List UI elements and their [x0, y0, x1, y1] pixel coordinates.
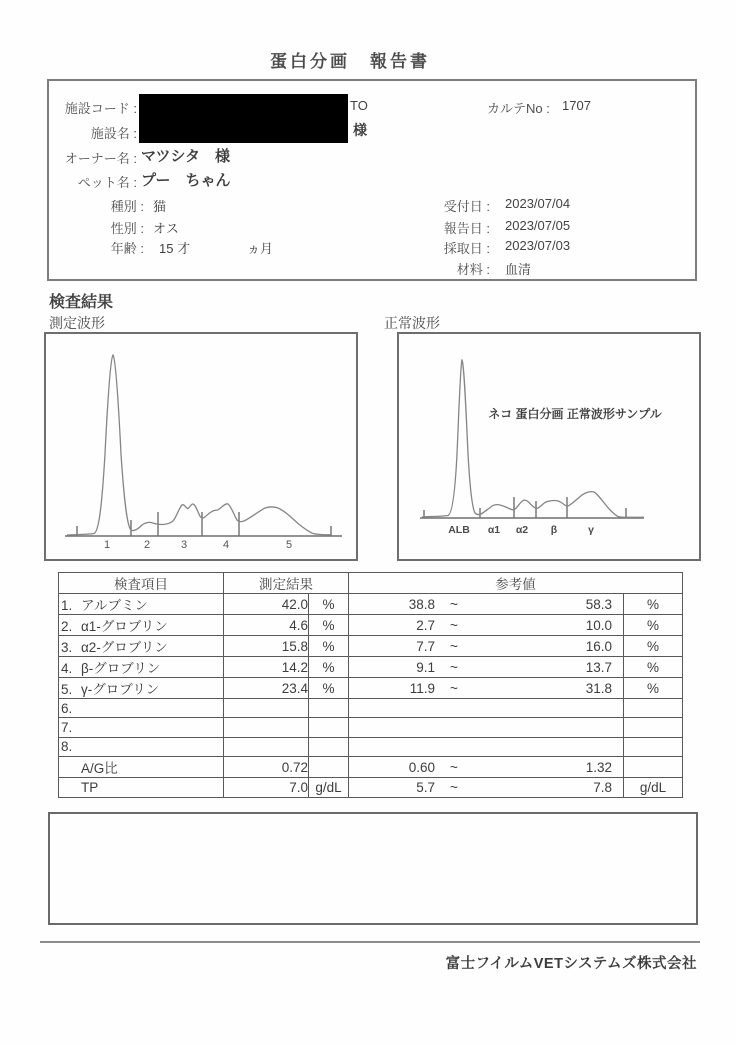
- reference-high: 58.3: [585, 596, 612, 612]
- result-value-cell: 15.8: [224, 636, 309, 657]
- item-name-cell: [59, 778, 224, 797]
- collection-date-value: 2023/07/03: [505, 238, 571, 253]
- reference-range-cell: [349, 594, 624, 615]
- reference-low: 7.7: [416, 638, 435, 654]
- table-row: [59, 678, 683, 699]
- normal-tick-a1: α1: [487, 524, 501, 536]
- item-name-cell: [59, 594, 224, 615]
- reference-tilde: ~: [450, 617, 458, 633]
- age-label: 年齢 :: [110, 241, 144, 256]
- age-value: 15 才: [159, 241, 191, 256]
- result-unit-cell: [309, 737, 349, 756]
- reference-high: 16.0: [585, 638, 612, 654]
- reference-tilde: ~: [450, 638, 458, 654]
- table-row: [59, 636, 683, 657]
- item-name: A/G比: [81, 761, 118, 777]
- results-table-body: [59, 594, 683, 798]
- report-date-label: 報告日 :: [443, 221, 490, 236]
- reference-unit-cell: [624, 757, 683, 778]
- item-name-cell: [59, 657, 224, 678]
- reference-tilde: ~: [450, 759, 458, 775]
- item-number: 6.: [61, 700, 73, 716]
- reference-unit-cell: %: [624, 636, 683, 657]
- reference-range-cell: [349, 657, 624, 678]
- reference-high: 13.7: [585, 659, 612, 675]
- comment-box: [48, 812, 698, 925]
- karte-no-value: 1707: [562, 98, 591, 113]
- reference-low: 0.60: [408, 759, 435, 775]
- reference-low: 2.7: [416, 617, 435, 633]
- normal-chart-title: 正常波形: [384, 315, 440, 331]
- measured-tick-4: 4: [222, 539, 230, 551]
- measured-tick-1: 1: [103, 539, 111, 551]
- reference-unit-cell: g/dL: [624, 778, 683, 797]
- sex-value: オス: [153, 221, 179, 236]
- reference-unit-cell: [624, 699, 683, 718]
- material-value: 血清: [505, 262, 532, 277]
- measured-waveform-curve: [46, 334, 356, 559]
- reference-low: 5.7: [416, 779, 435, 795]
- normal-tick-gamma: γ: [588, 524, 594, 536]
- item-name: アルブミン: [81, 598, 148, 613]
- header-result: 測定結果: [224, 573, 349, 594]
- normal-tick-a2: α2: [515, 524, 529, 536]
- item-name-cell: [59, 757, 224, 778]
- result-value-cell: 23.4: [224, 678, 309, 699]
- table-row: [59, 594, 683, 615]
- result-value-cell: 7.0: [224, 778, 309, 797]
- collection-date-label: 採取日 :: [443, 241, 490, 256]
- result-unit-cell: %: [309, 636, 349, 657]
- result-unit-cell: %: [309, 594, 349, 615]
- redaction-box: [139, 94, 348, 143]
- item-number: 5.: [61, 682, 73, 697]
- item-name-cell: [59, 699, 224, 718]
- item-number: 4.: [61, 661, 73, 676]
- measured-tick-3: 3: [180, 539, 188, 551]
- measured-tick-5: 5: [285, 539, 293, 551]
- karte-no-label: カルテNo :: [487, 101, 550, 116]
- item-name-cell: [59, 718, 224, 737]
- result-value-cell: 42.0: [224, 594, 309, 615]
- reference-high: 10.0: [585, 617, 612, 633]
- result-unit-cell: g/dL: [309, 778, 349, 797]
- reference-range-cell: [349, 737, 624, 756]
- measured-tick-2: 2: [143, 539, 151, 551]
- reference-high: 31.8: [585, 680, 612, 696]
- report-title: 蛋白分画 報告書: [270, 52, 430, 71]
- measured-waveform-chart: [44, 332, 358, 561]
- table-row: [59, 657, 683, 678]
- table-row: [59, 757, 683, 778]
- facility-code-suffix: TO: [350, 98, 368, 113]
- table-row: [59, 778, 683, 797]
- item-name-cell: [59, 615, 224, 636]
- reference-range-cell: [349, 699, 624, 718]
- reference-low: 9.1: [416, 659, 435, 675]
- reference-tilde: ~: [450, 659, 458, 675]
- item-number: 1.: [61, 598, 73, 613]
- table-row: [59, 615, 683, 636]
- item-name: γ-グロブリン: [81, 682, 160, 697]
- reference-unit-cell: [624, 718, 683, 737]
- reference-range-cell: [349, 757, 624, 778]
- species-value: 猫: [153, 199, 167, 214]
- item-name: α2-グロブリン: [81, 640, 168, 655]
- table-row: [59, 699, 683, 718]
- result-value-cell: 0.72: [224, 757, 309, 778]
- result-unit-cell: %: [309, 678, 349, 699]
- item-name: β-グロブリン: [81, 661, 161, 676]
- pet-value: プー ちゃん: [141, 172, 231, 189]
- received-date-value: 2023/07/04: [505, 196, 571, 211]
- sex-label: 性別 :: [110, 221, 144, 236]
- table-header-row: [59, 573, 683, 594]
- result-value-cell: 4.6: [224, 615, 309, 636]
- table-row: [59, 718, 683, 737]
- species-label: 種別 :: [110, 199, 144, 214]
- item-number: 7.: [61, 720, 73, 736]
- item-name-cell: [59, 678, 224, 699]
- result-unit-cell: [309, 757, 349, 778]
- reference-low: 38.8: [408, 596, 435, 612]
- item-name: TP: [81, 779, 99, 795]
- reference-unit-cell: %: [624, 615, 683, 636]
- table-row: [59, 737, 683, 756]
- header-item: 検査項目: [59, 573, 224, 594]
- item-number: 2.: [61, 619, 73, 634]
- results-table: [58, 572, 683, 798]
- result-value-cell: [224, 718, 309, 737]
- reference-unit-cell: %: [624, 657, 683, 678]
- normal-tick-beta: β: [550, 524, 558, 536]
- reference-high: 7.8: [593, 779, 612, 795]
- item-name-cell: [59, 737, 224, 756]
- result-value-cell: 14.2: [224, 657, 309, 678]
- result-unit-cell: [309, 718, 349, 737]
- report-date-value: 2023/07/05: [505, 218, 571, 233]
- measured-chart-title: 測定波形: [49, 315, 105, 331]
- reference-range-cell: [349, 615, 624, 636]
- facility-name-label: 施設名 :: [90, 126, 137, 141]
- received-date-label: 受付日 :: [443, 199, 490, 214]
- reference-high: 1.32: [585, 759, 612, 775]
- item-number: 3.: [61, 640, 73, 655]
- header-reference: 参考値: [349, 573, 683, 594]
- reference-range-cell: [349, 678, 624, 699]
- pet-label: ペット名 :: [77, 175, 137, 190]
- material-label: 材料 :: [456, 262, 490, 277]
- reference-tilde: ~: [450, 596, 458, 612]
- result-unit-cell: [309, 699, 349, 718]
- item-name-cell: [59, 636, 224, 657]
- normal-chart-annotation: ネコ 蛋白分画 正常波形サンプル: [488, 407, 662, 421]
- reference-range-cell: [349, 778, 624, 797]
- reference-range-cell: [349, 636, 624, 657]
- results-heading: 検査結果: [49, 294, 114, 311]
- normal-waveform-chart: [397, 332, 701, 561]
- reference-unit-cell: %: [624, 594, 683, 615]
- footer-company: 富士フイルムVETシステムズ株式会社: [445, 956, 697, 972]
- reference-unit-cell: [624, 737, 683, 756]
- footer-divider: [40, 941, 700, 943]
- age-month-suffix: ヵ月: [247, 241, 274, 256]
- result-value-cell: [224, 737, 309, 756]
- normal-tick-alb: ALB: [448, 524, 470, 536]
- patient-info-box: [47, 79, 697, 281]
- facility-code-label: 施設コード :: [64, 101, 137, 116]
- reference-unit-cell: %: [624, 678, 683, 699]
- reference-tilde: ~: [450, 779, 458, 795]
- reference-range-cell: [349, 718, 624, 737]
- item-number: 8.: [61, 739, 73, 755]
- reference-low: 11.9: [409, 680, 435, 696]
- result-value-cell: [224, 699, 309, 718]
- facility-name-suffix: 様: [353, 122, 367, 138]
- owner-value: マツシタ 様: [141, 148, 230, 165]
- result-unit-cell: %: [309, 615, 349, 636]
- item-name: α1-グロブリン: [81, 619, 168, 634]
- result-unit-cell: %: [309, 657, 349, 678]
- reference-tilde: ~: [450, 680, 458, 696]
- owner-label: オーナー名 :: [64, 151, 137, 166]
